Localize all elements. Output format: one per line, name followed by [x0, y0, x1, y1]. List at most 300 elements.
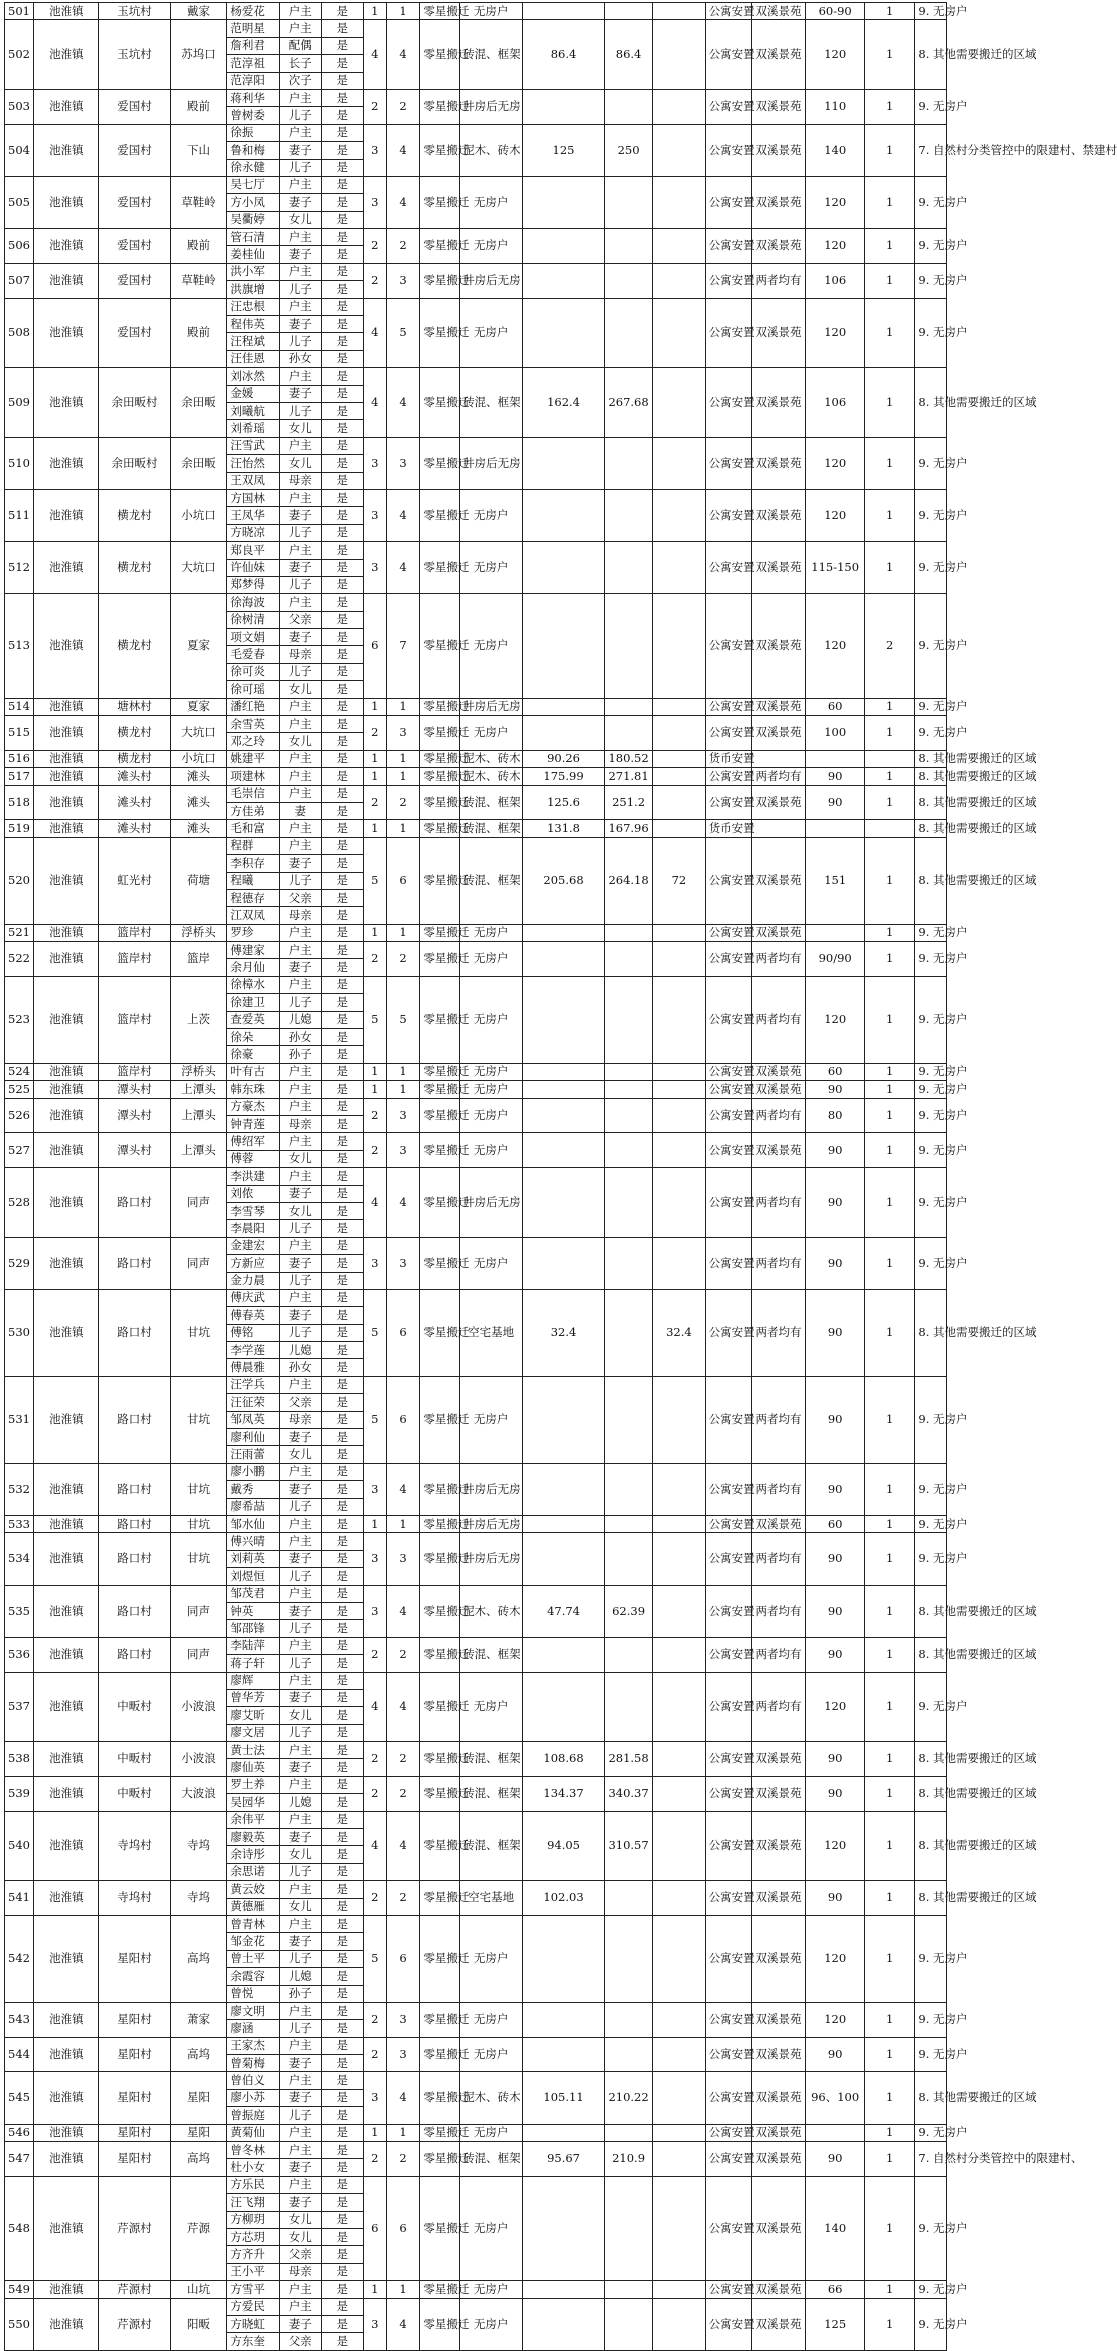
table-row: [5, 594, 1076, 611]
village-cell: 余田畈村: [99, 437, 170, 489]
area-1: [523, 942, 605, 977]
member-flag: 是: [321, 2142, 363, 2159]
member-relation: 户主: [279, 124, 321, 141]
category-cell: 8. 其他需要搬迁的区域: [915, 368, 946, 438]
area-3: [653, 1098, 705, 1133]
member-name: 傅铭: [227, 1324, 279, 1341]
member-name: 李洪建: [227, 1168, 279, 1185]
member-relation: 配偶: [279, 37, 321, 54]
member-relation: 户主: [279, 1742, 321, 1759]
member-flag: 是: [321, 1133, 363, 1150]
town-cell: 池淮镇: [34, 437, 99, 489]
people-count: 1: [386, 820, 420, 837]
relocation-type: 零星搬迁: [420, 1637, 460, 1672]
member-name: 项建林: [227, 768, 279, 785]
placement-site: 两者均有: [751, 1585, 806, 1637]
placement-mode: 公寓安置: [705, 1637, 751, 1672]
member-name: 汪雨蕾: [227, 1446, 279, 1463]
unit-size: [806, 924, 865, 941]
member-name: 傅绍军: [227, 1133, 279, 1150]
record-number: 516: [5, 750, 34, 767]
member-name: 王凤华: [227, 507, 279, 524]
town-cell: 池淮镇: [34, 1776, 99, 1811]
record-number: 524: [5, 1063, 34, 1080]
category-cell: 8. 其他需要搬迁的区域: [915, 1585, 946, 1637]
area-2: [604, 2176, 652, 2280]
member-flag: 是: [321, 1915, 363, 1932]
table-row: [5, 1881, 1076, 1898]
area-1: 95.67: [523, 2142, 605, 2177]
village-cell: 星阳村: [99, 2124, 170, 2141]
member-relation: 户主: [279, 768, 321, 785]
member-name: 方小凤: [227, 194, 279, 211]
category-cell: 9. 无房户: [915, 2281, 946, 2298]
unit-size: 60-90: [806, 3, 865, 20]
unit-count: 1: [865, 1063, 915, 1080]
table-row: [5, 89, 1076, 106]
member-relation: 户主: [279, 2298, 321, 2315]
member-flag: 是: [321, 872, 363, 889]
member-flag: 是: [321, 1742, 363, 1759]
town-cell: 池淮镇: [34, 2072, 99, 2124]
member-name: 项文娟: [227, 629, 279, 646]
placement-site: 两者均有: [751, 1098, 806, 1133]
household-count: 2: [363, 1776, 386, 1811]
member-flag: 是: [321, 1342, 363, 1359]
member-flag: 是: [321, 663, 363, 680]
member-relation: 女儿: [279, 420, 321, 437]
member-flag: 是: [321, 716, 363, 733]
village-cell: 路口村: [99, 1637, 170, 1672]
relocation-type: 零星搬迁: [420, 542, 460, 594]
member-flag: 是: [321, 2055, 363, 2072]
record-number: 501: [5, 3, 34, 20]
unit-count: 1: [865, 2176, 915, 2280]
table-row: [5, 1168, 1076, 1185]
household-count: 2: [363, 716, 386, 751]
household-count: 1: [363, 1063, 386, 1080]
category-cell: 9. 无房户: [915, 89, 946, 124]
category-cell: 9. 无房户: [915, 298, 946, 368]
member-name: 汪程斌: [227, 333, 279, 350]
member-name: 方国林: [227, 489, 279, 506]
village-cell: 芹源村: [99, 2281, 170, 2298]
member-relation: 儿子: [279, 1863, 321, 1880]
housing-type: 无房户: [460, 3, 523, 20]
group-cell: 上茨: [170, 976, 227, 1063]
record-number: 527: [5, 1133, 34, 1168]
member-relation: 户主: [279, 1237, 321, 1254]
member-name: 罗土养: [227, 1776, 279, 1793]
member-flag: 是: [321, 2037, 363, 2054]
member-flag: 是: [321, 785, 363, 802]
housing-type: 砖混、框架: [460, 1637, 523, 1672]
member-relation: 女儿: [279, 1707, 321, 1724]
housing-type: 无房户: [460, 2037, 523, 2072]
member-name: 傅庆武: [227, 1289, 279, 1306]
category-cell: 9. 无房户: [915, 489, 946, 541]
placement-mode: 公寓安置: [705, 942, 751, 977]
area-3: [653, 1585, 705, 1637]
member-flag: 是: [321, 1933, 363, 1950]
member-name: 江双凤: [227, 907, 279, 924]
unit-size: 140: [806, 124, 865, 176]
member-relation: 儿子: [279, 2020, 321, 2037]
group-cell: 小波浪: [170, 1742, 227, 1777]
member-relation: 儿子: [279, 1655, 321, 1672]
category-cell: 9. 无房户: [915, 1098, 946, 1133]
member-flag: 是: [321, 1429, 363, 1446]
member-relation: 户主: [279, 976, 321, 993]
placement-mode: 公寓安置: [705, 2124, 751, 2141]
area-2: 271.81: [604, 768, 652, 785]
member-name: 余霞容: [227, 1968, 279, 1985]
area-1: [523, 1237, 605, 1289]
area-1: 102.03: [523, 1881, 605, 1916]
people-count: 3: [386, 437, 420, 489]
group-cell: 高坞: [170, 1915, 227, 2002]
member-flag: 是: [321, 1116, 363, 1133]
unit-count: 1: [865, 1098, 915, 1133]
member-relation: 户主: [279, 1585, 321, 1602]
placement-mode: 公寓安置: [705, 298, 751, 368]
area-3: [653, 542, 705, 594]
village-cell: 爱国村: [99, 124, 170, 176]
area-1: [523, 1915, 605, 2002]
area-2: [604, 2298, 652, 2350]
placement-mode: 公寓安置: [705, 2037, 751, 2072]
area-2: 210.9: [604, 2142, 652, 2177]
member-name: 廖辉: [227, 1672, 279, 1689]
placement-mode: 公寓安置: [705, 2142, 751, 2177]
town-cell: 池淮镇: [34, 942, 99, 977]
placement-site: 双溪景苑: [751, 594, 806, 698]
placement-site: 两者均有: [751, 1168, 806, 1238]
category-cell: 9. 无房户: [915, 1672, 946, 1742]
area-1: [523, 698, 605, 715]
village-cell: 虹光村: [99, 837, 170, 924]
town-cell: 池淮镇: [34, 229, 99, 264]
member-relation: 户主: [279, 1811, 321, 1828]
housing-type: 井房后无房: [460, 89, 523, 124]
village-cell: 路口村: [99, 1585, 170, 1637]
group-cell: 草鞋岭: [170, 176, 227, 228]
town-cell: 池淮镇: [34, 1098, 99, 1133]
category-cell: 9. 无房户: [915, 1081, 946, 1098]
record-number: 508: [5, 298, 34, 368]
member-relation: 妻子: [279, 1829, 321, 1846]
housing-type: 砖混、框架: [460, 785, 523, 820]
people-count: 4: [386, 176, 420, 228]
member-relation: 妻子: [279, 629, 321, 646]
table-row: [5, 1515, 1076, 1532]
member-flag: 是: [321, 1950, 363, 1967]
record-number: 548: [5, 2176, 34, 2280]
housing-type: 砖混、框架: [460, 368, 523, 438]
group-cell: 上潭头: [170, 1133, 227, 1168]
unit-count: 2: [865, 594, 915, 698]
member-name: 曾青林: [227, 1915, 279, 1932]
member-flag: 是: [321, 2002, 363, 2019]
member-relation: 妻子: [279, 246, 321, 263]
member-flag: 是: [321, 489, 363, 506]
unit-count: 1: [865, 1811, 915, 1881]
group-cell: 夏家: [170, 698, 227, 715]
category-cell: 9. 无房户: [915, 942, 946, 977]
village-cell: 横龙村: [99, 489, 170, 541]
member-relation: 户主: [279, 368, 321, 385]
group-cell: 滩头: [170, 820, 227, 837]
people-count: 1: [386, 698, 420, 715]
area-2: [604, 2281, 652, 2298]
placement-site: 双溪景苑: [751, 368, 806, 438]
placement-mode: 公寓安置: [705, 1881, 751, 1916]
member-relation: 母亲: [279, 1411, 321, 1428]
placement-mode: 公寓安置: [705, 124, 751, 176]
area-3: [653, 1168, 705, 1238]
unit-count: 1: [865, 924, 915, 941]
table-row: [5, 716, 1076, 733]
member-relation: 户主: [279, 3, 321, 20]
member-flag: 是: [321, 1150, 363, 1167]
member-flag: 是: [321, 1220, 363, 1237]
placement-mode: 公寓安置: [705, 768, 751, 785]
record-number: 520: [5, 837, 34, 924]
member-relation: 儿子: [279, 994, 321, 1011]
member-relation: 儿子: [279, 1568, 321, 1585]
relocation-type: 零星搬迁: [420, 1776, 460, 1811]
unit-size: 90: [806, 1585, 865, 1637]
unit-count: 1: [865, 124, 915, 176]
table-row: [5, 2298, 1076, 2315]
table-row: [5, 2002, 1076, 2019]
table-row: [5, 1376, 1076, 1393]
group-cell: 甘坑: [170, 1289, 227, 1376]
village-cell: 路口村: [99, 1168, 170, 1238]
record-number: 523: [5, 976, 34, 1063]
member-flag: 是: [321, 246, 363, 263]
member-name: 郑梦得: [227, 576, 279, 593]
member-flag: 是: [321, 1968, 363, 1985]
member-flag: 是: [321, 1655, 363, 1672]
people-count: 3: [386, 263, 420, 298]
placement-site: 两者均有: [751, 768, 806, 785]
village-cell: 路口村: [99, 1289, 170, 1376]
people-count: 2: [386, 1776, 420, 1811]
area-3: [653, 489, 705, 541]
housing-type: 无房户: [460, 2281, 523, 2298]
member-name: 戴秀: [227, 1481, 279, 1498]
relocation-type: 零星搬迁: [420, 924, 460, 941]
area-2: [604, 298, 652, 368]
area-2: 86.4: [604, 20, 652, 90]
table-row: [5, 698, 1076, 715]
area-3: [653, 298, 705, 368]
member-name: 鲁和梅: [227, 142, 279, 159]
village-cell: 潭头村: [99, 1133, 170, 1168]
household-count: 6: [363, 594, 386, 698]
unit-size: 120: [806, 176, 865, 228]
unit-count: 1: [865, 942, 915, 977]
member-relation: 儿子: [279, 1950, 321, 1967]
member-name: 吴七厅: [227, 176, 279, 193]
record-number: 532: [5, 1463, 34, 1515]
unit-size: 90: [806, 1742, 865, 1777]
unit-count: 1: [865, 2298, 915, 2350]
group-cell: 浮桥头: [170, 1063, 227, 1080]
village-cell: 篮岸村: [99, 976, 170, 1063]
member-flag: 是: [321, 2281, 363, 2298]
member-name: 钟青莲: [227, 1116, 279, 1133]
household-count: 2: [363, 2002, 386, 2037]
member-name: 邹水仙: [227, 1515, 279, 1532]
unit-count: 1: [865, 1463, 915, 1515]
member-relation: 妻子: [279, 1689, 321, 1706]
member-name: 曾伯义: [227, 2072, 279, 2089]
area-1: 86.4: [523, 20, 605, 90]
relocation-type: 零星搬迁: [420, 1168, 460, 1238]
category-cell: 9. 无房户: [915, 716, 946, 751]
table-row: [5, 2176, 1076, 2193]
member-name: 方芯玥: [227, 2229, 279, 2246]
relocation-type: 零星搬迁: [420, 976, 460, 1063]
record-number: 514: [5, 698, 34, 715]
placement-site: 双溪景苑: [751, 716, 806, 751]
member-flag: 是: [321, 194, 363, 211]
unit-size: 80: [806, 1098, 865, 1133]
people-count: 6: [386, 837, 420, 924]
placement-mode: 公寓安置: [705, 785, 751, 820]
category-cell: 9. 无房户: [915, 2037, 946, 2072]
village-cell: 滩头村: [99, 785, 170, 820]
area-3: [653, 1742, 705, 1777]
member-name: 邓之玲: [227, 733, 279, 750]
town-cell: 池淮镇: [34, 1515, 99, 1532]
placement-mode: 公寓安置: [705, 1776, 751, 1811]
placement-mode: 公寓安置: [705, 1081, 751, 1098]
area-1: [523, 1637, 605, 1672]
household-count: 3: [363, 542, 386, 594]
group-cell: 小波浪: [170, 1672, 227, 1742]
member-name: 余思诺: [227, 1863, 279, 1880]
village-cell: 路口村: [99, 1463, 170, 1515]
member-relation: 儿子: [279, 1220, 321, 1237]
member-name: 徐永健: [227, 159, 279, 176]
placement-site: 双溪景苑: [751, 2281, 806, 2298]
member-relation: 孙女: [279, 1359, 321, 1376]
relocation-type: 零星搬迁: [420, 176, 460, 228]
member-flag: 是: [321, 1307, 363, 1324]
household-count: 2: [363, 1098, 386, 1133]
area-3: [653, 20, 705, 90]
member-flag: 是: [321, 907, 363, 924]
area-1: 205.68: [523, 837, 605, 924]
household-count: 2: [363, 1637, 386, 1672]
household-count: 1: [363, 750, 386, 767]
relocation-type: 零星搬迁: [420, 2142, 460, 2177]
category-cell: 8. 其他需要搬迁的区域: [915, 820, 946, 837]
town-cell: 池淮镇: [34, 1915, 99, 2002]
relocation-type: 零星搬迁: [420, 1237, 460, 1289]
area-2: 180.52: [604, 750, 652, 767]
placement-site: 双溪景苑: [751, 1915, 806, 2002]
people-count: 6: [386, 2176, 420, 2280]
unit-count: 1: [865, 3, 915, 20]
area-1: [523, 2124, 605, 2141]
area-1: [523, 594, 605, 698]
area-3: [653, 368, 705, 438]
household-count: 2: [363, 2142, 386, 2177]
town-cell: 池淮镇: [34, 1168, 99, 1238]
member-name: 廖艾昕: [227, 1707, 279, 1724]
member-name: 徐可瑶: [227, 681, 279, 698]
member-relation: 户主: [279, 837, 321, 854]
area-3: [653, 2037, 705, 2072]
group-cell: 殿前: [170, 89, 227, 124]
relocation-type: 零星搬迁: [420, 298, 460, 368]
placement-mode: 公寓安置: [705, 1915, 751, 2002]
member-relation: 儿媳: [279, 1342, 321, 1359]
unit-size: 120: [806, 976, 865, 1063]
member-relation: 父亲: [279, 611, 321, 628]
category-cell: 9. 无房户: [915, 263, 946, 298]
placement-site: 双溪景苑: [751, 229, 806, 264]
town-cell: 池淮镇: [34, 1811, 99, 1881]
area-1: 90.26: [523, 750, 605, 767]
member-name: 金媛: [227, 385, 279, 402]
member-relation: 户主: [279, 176, 321, 193]
placement-site: 双溪景苑: [751, 1133, 806, 1168]
town-cell: 池淮镇: [34, 750, 99, 767]
area-2: [604, 2002, 652, 2037]
placement-mode: 公寓安置: [705, 1463, 751, 1515]
group-cell: 余田畈: [170, 368, 227, 438]
member-flag: 是: [321, 1046, 363, 1063]
member-name: 王双凤: [227, 472, 279, 489]
town-cell: 池淮镇: [34, 2037, 99, 2072]
record-number: 525: [5, 1081, 34, 1098]
member-name: 方乐民: [227, 2176, 279, 2193]
placement-site: 双溪景苑: [751, 1063, 806, 1080]
area-1: [523, 437, 605, 489]
member-flag: 是: [321, 1637, 363, 1654]
unit-count: 1: [865, 2281, 915, 2298]
category-cell: 8. 其他需要搬迁的区域: [915, 750, 946, 767]
group-cell: 大坑口: [170, 716, 227, 751]
placement-site: 两者均有: [751, 1289, 806, 1376]
unit-size: 60: [806, 1063, 865, 1080]
member-flag: 是: [321, 1272, 363, 1289]
people-count: 3: [386, 1098, 420, 1133]
area-1: 125.6: [523, 785, 605, 820]
housing-type: 无房户: [460, 1915, 523, 2002]
table-row: [5, 942, 1076, 959]
relocation-type: 零星搬迁: [420, 368, 460, 438]
member-relation: 妻子: [279, 507, 321, 524]
group-cell: 星阳: [170, 2124, 227, 2141]
household-count: 2: [363, 89, 386, 124]
table-row: [5, 1463, 1076, 1480]
member-name: 罗珍: [227, 924, 279, 941]
village-cell: 星阳村: [99, 2072, 170, 2124]
village-cell: 潭头村: [99, 1081, 170, 1098]
record-number: 540: [5, 1811, 34, 1881]
placement-mode: 公寓安置: [705, 594, 751, 698]
household-count: 2: [363, 785, 386, 820]
record-number: 530: [5, 1289, 34, 1376]
member-flag: 是: [321, 2246, 363, 2263]
village-cell: 星阳村: [99, 2037, 170, 2072]
